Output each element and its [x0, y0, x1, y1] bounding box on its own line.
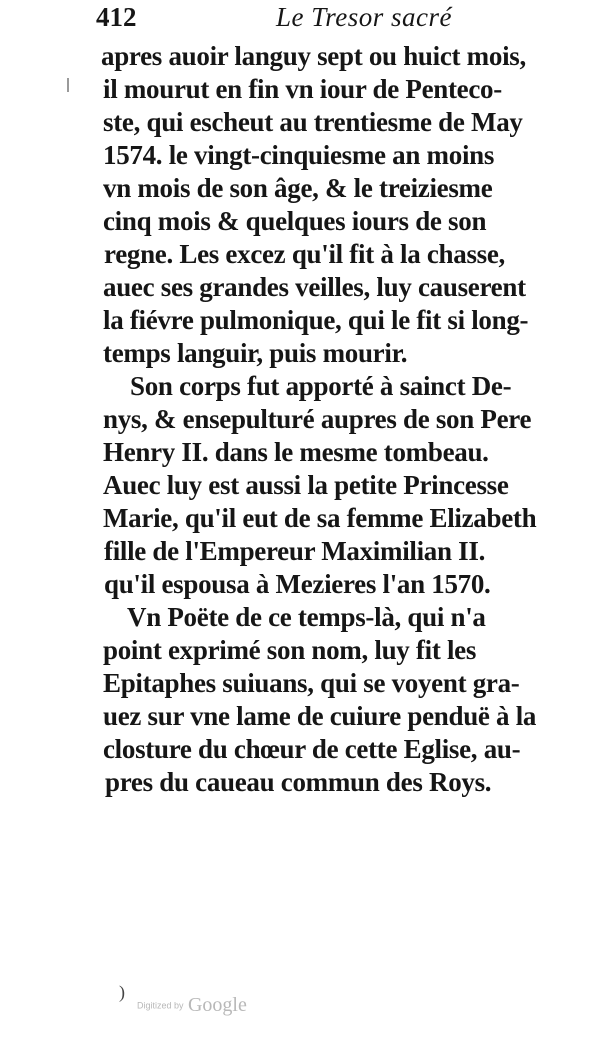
- text-line: Henry II. dans le mesme tombeau.: [103, 437, 489, 467]
- text-line: Epitaphes suiuans, qui se voyent gra-: [103, 668, 520, 698]
- text-line: ste, qui escheut au trentiesme de May: [103, 107, 523, 137]
- text-line: vn mois de son âge, & le treiziesme: [103, 173, 493, 203]
- text-line: point exprimé son nom, luy fit les: [103, 635, 477, 665]
- google-logo: Google: [187, 994, 247, 1016]
- text-line: fille de l'Empereur Maximilian II.: [104, 536, 486, 566]
- page-header: [96, 2, 566, 38]
- text-line: cinq mois & quelques iours de son: [103, 206, 487, 236]
- digitized-watermark: [137, 994, 247, 1017]
- text-line: auec ses grandes veilles, luy causerent: [103, 272, 526, 302]
- footer-mark: ): [119, 982, 125, 1002]
- text-line: apres auoir languy sept ou huict mois,: [101, 41, 526, 71]
- watermark-caption: Digitized by: [137, 1000, 184, 1011]
- text-line: nys, & ensepulturé aupres de son Pere: [103, 404, 532, 434]
- text-line: regne. Les excez qu'il fit à la chasse,: [104, 239, 505, 269]
- text-line: pres du caueau commun des Roys.: [105, 767, 492, 797]
- running-title: Le Tresor sacré: [276, 2, 453, 32]
- margin-mark: [67, 78, 69, 92]
- text-line: il mourut en fin vn iour de Penteco-: [103, 74, 502, 104]
- text-line: la fiévre pulmonique, qui le fit si long-: [103, 305, 529, 335]
- text-line: temps languir, puis mourir.: [103, 338, 408, 368]
- text-line: 1574. le vingt-cinquiesme an moins: [103, 140, 495, 170]
- text-line: Vn Poëte de ce temps-là, qui n'a: [127, 602, 486, 632]
- text-line: closture du chœur de cette Eglise, au-: [103, 734, 521, 764]
- text-line: uez sur vne lame de cuiure penduë à la: [103, 701, 537, 731]
- text-line: Marie, qu'il eut de sa femme Elizabeth: [103, 503, 537, 533]
- text-line: Son corps fut apporté à sainct De-: [130, 371, 512, 401]
- text-line: Auec luy est aussi la petite Princesse: [103, 470, 509, 500]
- page-number: 412: [96, 2, 137, 32]
- text-line: qu'il espousa à Mezieres l'an 1570.: [104, 569, 491, 599]
